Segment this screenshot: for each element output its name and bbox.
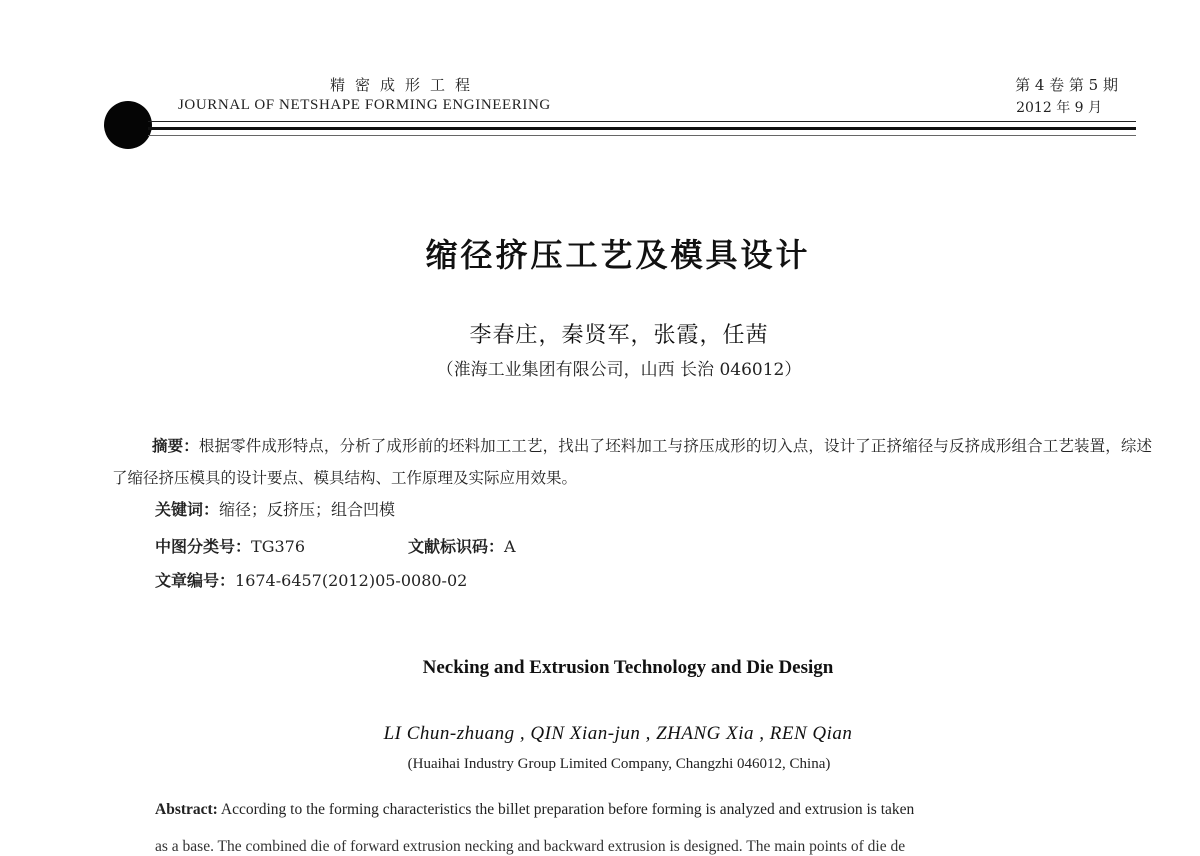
keywords-label: 关键词： <box>155 500 220 519</box>
journal-title-en: JOURNAL OF NETSHAPE FORMING ENGINEERING <box>178 97 551 113</box>
abstract-en-label: Abstract: <box>155 801 218 818</box>
paper-title-cn: 缩径挤压工艺及模具设计 <box>425 236 811 274</box>
classification-label: 中图分类号： <box>155 537 252 556</box>
authors-cn: 李春庄，秦贤军，张霞，任茜 <box>469 323 769 348</box>
keywords <box>155 497 395 520</box>
affiliation-cn: （淮海工业集团有限公司，山西 长治 046012） <box>436 360 802 380</box>
journal-seal-logo <box>104 101 152 149</box>
document-code-text: A <box>504 537 516 556</box>
header-rule-thick <box>148 127 1136 130</box>
abstract-en-text: According to the forming characteristics the billet preparation before forming is analyzed and extrusion is taken <box>220 801 915 818</box>
header-rule-bottom <box>148 135 1136 136</box>
abstract-cn-label: 摘要： <box>152 437 199 455</box>
authors-en: LI Chun-zhuang , QIN Xian-jun , ZHANG Xia , REN Qian <box>383 723 853 744</box>
journal-date: 2012 年 9 月 <box>1016 100 1102 116</box>
abstract-cn-text: 根据零件成形特点，分析了成形前的坯料加工工艺，找出了坯料加工与挤压成形的切入点，设计了正挤缩径与反挤成形组合工艺装置，综述了缩径挤压模具的设计要点、模具结构、工作原理及实际应用效果。 <box>112 437 1152 487</box>
affiliation-en: (Huaihai Industry Group Limited Company, Changzhi 046012, China) <box>407 756 831 772</box>
classification-number <box>155 534 305 557</box>
abstract-en <box>155 794 1155 826</box>
journal-issue: 第 4 卷 第 5 期 <box>1015 76 1118 94</box>
document-code-label: 文献标识码： <box>408 537 505 556</box>
paper-title-en: Necking and Extrusion Technology and Die Design <box>422 657 834 678</box>
abstract-cn <box>112 430 1152 494</box>
header-rule-thin <box>148 121 1136 122</box>
keywords-text: 缩径；反挤压；组合凹模 <box>219 500 396 519</box>
classification-text: TG376 <box>251 537 306 556</box>
article-number-text: 1674-6457(2012)05-0080-02 <box>235 571 468 590</box>
article-number <box>155 568 467 591</box>
journal-title-cn: 精密成形工程 <box>330 76 481 94</box>
abstract-en-cut-line: as a base. The combined die of forward extrusion necking and backward extrusion is designed. The main points of die de <box>155 838 906 855</box>
article-number-label: 文章编号： <box>155 571 236 590</box>
document-code <box>408 534 516 557</box>
